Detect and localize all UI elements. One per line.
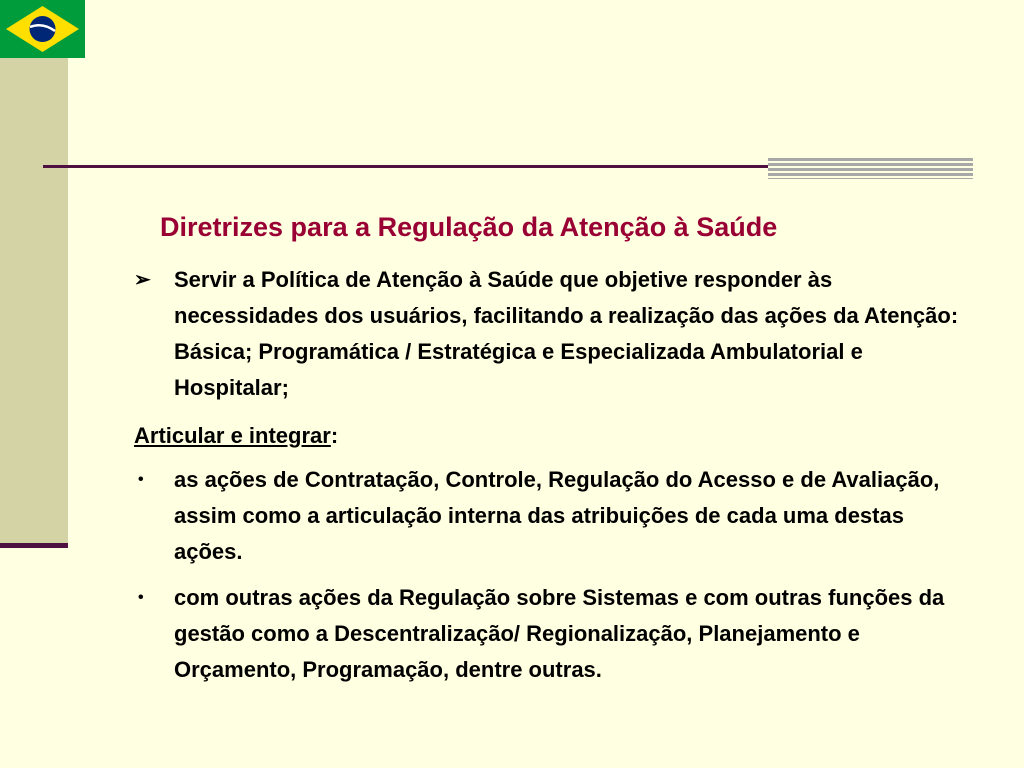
slide-title: Diretrizes para a Regulação da Atenção à Saúde xyxy=(160,212,778,242)
section-label-colon: : xyxy=(330,423,339,448)
title-rule xyxy=(43,165,770,168)
list-item xyxy=(134,462,964,570)
list-item-text: com outras ações da Regulação sobre Sistemas e com outras funções da gestão como a Descentralização/ Regionalização, Planejamento e Orçamento, Programação, dentre outras. xyxy=(174,585,945,682)
section-label-text: Articular e integrar xyxy=(134,423,331,448)
intro-bullet xyxy=(134,262,964,406)
left-sidebar xyxy=(0,0,68,543)
arrow-bullet-icon: ➢ xyxy=(134,269,151,291)
brazil-flag-icon xyxy=(0,0,85,58)
decorative-stripes xyxy=(768,158,973,179)
dot-bullet-icon: • xyxy=(138,589,144,606)
slide-content xyxy=(134,262,964,688)
list-item xyxy=(134,580,964,688)
section-label xyxy=(134,418,964,454)
dot-bullet-icon: • xyxy=(138,471,144,488)
sidebar-bottom-rule xyxy=(0,543,68,548)
list-item-text: as ações de Contratação, Controle, Regulação do Acesso e de Avaliação, assim como a articulação interna das atribuições de cada uma destas ações. xyxy=(174,467,940,564)
intro-bullet-text: Servir a Política de Atenção à Saúde que objetive responder às necessidades dos usuários, facilitando a realização das ações da Atenção: Básica; Programática / Estratégica e Especializada Ambulatorial e Hospitalar; xyxy=(174,267,959,400)
